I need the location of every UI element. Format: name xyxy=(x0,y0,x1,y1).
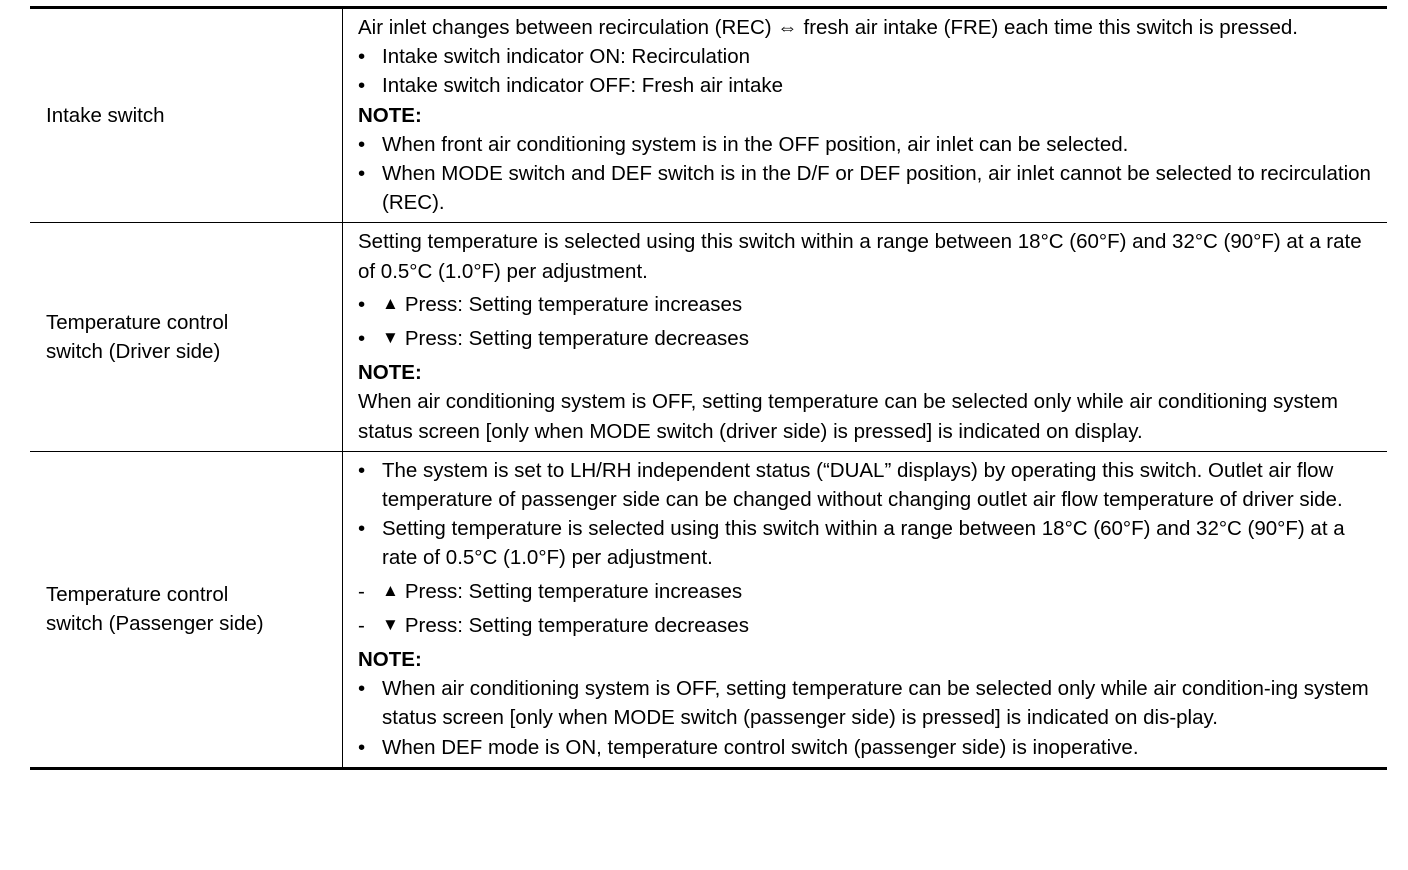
note-list-item xyxy=(358,159,1375,217)
list-item-text: When air conditioning system is OFF, setting temperature can be selected only while air condition-ing system status screen [only when MODE switch (passenger side) is pressed] is indicated on dis-play. xyxy=(382,677,1369,730)
triangle-down-icon: ▼ xyxy=(382,614,399,634)
note-heading: NOTE: xyxy=(358,103,422,127)
note-list-item xyxy=(358,733,1375,762)
triangle-down-icon: ▼ xyxy=(382,328,399,348)
list-item-text: The system is set to LH/RH independent status (“DUAL” displays) by operating this switch. Outlet air flow temperature of passenger side can be changed without changing outlet air flow temperature of driver side. xyxy=(382,458,1343,512)
dash-marker: - xyxy=(358,613,365,637)
bullet-marker: • xyxy=(358,458,366,482)
row-label-cell xyxy=(30,8,343,223)
row-label: switch (Passenger side) xyxy=(46,612,264,636)
list-item-text: Press: Setting temperature decreases xyxy=(404,613,749,637)
bullet-marker: • xyxy=(358,327,366,351)
list-item-text: When MODE switch and DEF switch is in the D/F or DEF position, air inlet cannot be selected to recirculation (REC). xyxy=(382,162,1371,215)
list-item-text: Intake switch indicator ON: Recirculation xyxy=(382,45,751,69)
bullet-marker: • xyxy=(358,735,366,759)
switch-description-table xyxy=(30,6,1387,770)
list-item xyxy=(358,290,1375,320)
bullet-marker: • xyxy=(358,162,366,186)
row-description-cell xyxy=(343,451,1388,768)
note-text: When air conditioning system is OFF, setting temperature can be selected only while air conditioning system status screen [only when MODE switch (driver side) is pressed] is indicated on display. xyxy=(358,390,1338,443)
table-row-temperature-driver xyxy=(30,223,1387,451)
triangle-up-icon: ▲ xyxy=(382,580,399,600)
sub-list-item xyxy=(358,577,1375,607)
row-label: Intake switch xyxy=(46,104,165,128)
row-description-cell xyxy=(343,8,1388,223)
triangle-up-icon: ▲ xyxy=(382,293,399,313)
list-item-text: Intake switch indicator OFF: Fresh air intake xyxy=(382,74,784,98)
dash-marker: - xyxy=(358,579,365,603)
row-label: Temperature control xyxy=(46,310,229,334)
row-label: Temperature control xyxy=(46,583,229,607)
description-text: Setting temperature is selected using this switch within a range between 18°C (60°F) and 32°C (90°F) at a rate of 0.5°C (1.0°F) per adjustment. xyxy=(358,230,1362,283)
note-heading: NOTE: xyxy=(358,648,422,672)
row-description-cell xyxy=(343,223,1388,451)
list-item xyxy=(358,71,1375,100)
row-label: switch (Driver side) xyxy=(46,340,221,364)
bullet-marker: • xyxy=(358,292,366,316)
list-item-text: Press: Setting temperature increases xyxy=(404,292,743,316)
list-item xyxy=(358,514,1375,572)
list-item-text: Press: Setting temperature decreases xyxy=(404,327,749,351)
list-item xyxy=(358,42,1375,71)
table-row-temperature-passenger xyxy=(30,451,1387,768)
list-item-text: Setting temperature is selected using this switch within a range between 18°C (60°F) and 32°C (90°F) at a rate of 0.5°C (1.0°F) per adjustment. xyxy=(382,517,1345,570)
list-item xyxy=(358,456,1375,514)
list-item xyxy=(358,324,1375,354)
list-item-text: When front air conditioning system is in the OFF position, air inlet can be selected. xyxy=(382,132,1129,156)
table-row-intake-switch xyxy=(30,8,1387,223)
description-text: Air inlet changes between recirculation (REC) ⇔ fresh air intake (FRE) each time this switch is pressed. xyxy=(358,16,1298,39)
bullet-marker: • xyxy=(358,45,366,69)
note-list-item xyxy=(358,674,1375,732)
row-label-cell xyxy=(30,223,343,451)
row-label-cell xyxy=(30,451,343,768)
bullet-marker: • xyxy=(358,74,366,98)
bullet-marker: • xyxy=(358,132,366,156)
note-list-item xyxy=(358,130,1375,159)
bullet-marker: • xyxy=(358,517,366,541)
sub-list-item xyxy=(358,611,1375,641)
note-heading: NOTE: xyxy=(358,361,422,385)
bullet-marker: • xyxy=(358,677,366,701)
list-item-text: When DEF mode is ON, temperature control switch (passenger side) is inoperative. xyxy=(382,735,1139,759)
list-item-text: Press: Setting temperature increases xyxy=(404,579,743,603)
